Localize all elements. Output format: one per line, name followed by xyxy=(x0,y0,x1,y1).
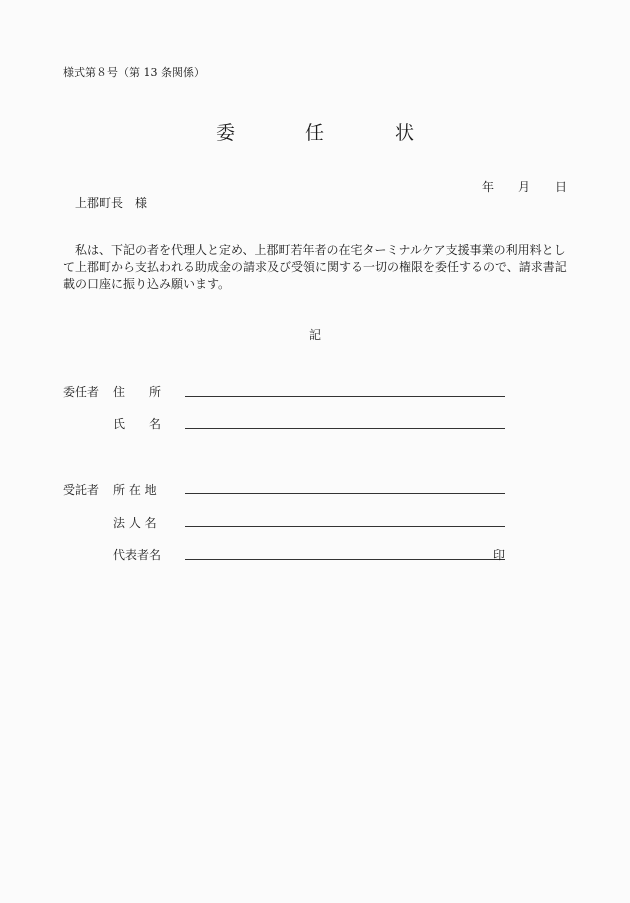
date-line xyxy=(0,178,630,194)
seal-mark: 印 xyxy=(493,548,506,562)
agent-representative-field[interactable] xyxy=(185,559,505,560)
delegator-name-field[interactable] xyxy=(185,428,505,429)
agent-corp-name-field[interactable] xyxy=(185,526,505,527)
date-day-label: 日 xyxy=(555,180,568,194)
ki-heading: 記 xyxy=(308,328,321,342)
delegator-address-label: 住 所 xyxy=(113,385,162,399)
date-year-label: 年 xyxy=(482,180,495,194)
agent-corp-name-label: 法 人 名 xyxy=(113,516,157,530)
delegator-name-label: 氏 名 xyxy=(113,417,162,431)
document-title xyxy=(0,118,630,142)
agent-representative-label: 代表者名 xyxy=(113,548,162,562)
agent-heading: 受託者 xyxy=(63,483,100,497)
title-char-1: 委 xyxy=(216,122,236,144)
title-char-3: 状 xyxy=(395,122,415,144)
delegator-heading: 委任者 xyxy=(63,385,100,399)
addressee: 上郡町長 様 xyxy=(75,196,148,210)
title-char-2: 任 xyxy=(305,122,325,144)
body-text: 私は、下記の者を代理人と定め、上郡町若年者の在宅ターミナルケア支援事業の利用料として上郡町から支払われる助成金の請求及び受領に関する一切の権限を委任するので、請求書記載の口座に振り込み願います。 xyxy=(63,243,567,291)
date-month-label: 月 xyxy=(518,180,531,194)
agent-location-label: 所 在 地 xyxy=(113,483,157,497)
delegator-address-field[interactable] xyxy=(185,396,505,397)
form-number: 様式第８号（第 13 条関係） xyxy=(63,66,205,79)
agent-location-field[interactable] xyxy=(185,493,505,494)
